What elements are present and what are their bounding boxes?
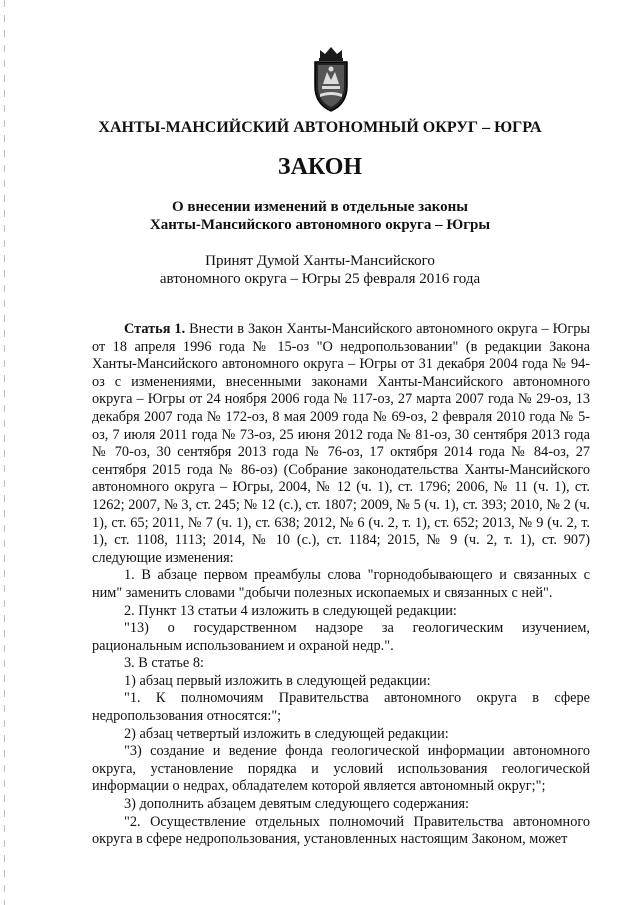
coat-of-arms-icon: [306, 44, 356, 114]
law-body: [92, 321, 590, 849]
document-type-title: ЗАКОН: [277, 154, 363, 180]
law-subject-line-1: О внесении изменений в отдельные законы: [172, 199, 468, 215]
law-subject: [0, 198, 640, 234]
body-paragraph: 1) абзац первый изложить в следующей редакции:: [124, 672, 431, 689]
body-paragraph: "3) создание и ведение фонда геологической информации автономного округа, установление порядка и условий использования геологической информации о недрах, обладателем которой является автономный округ;";: [92, 743, 590, 795]
body-paragraph: "1. К полномочиям Правительства автономного округа в сфере недропользования относятся:";: [92, 690, 590, 725]
adoption-note-line-2: автономного округа – Югры 25 февраля 2016 года: [159, 271, 481, 287]
body-paragraph: 1. В абзаце первом преамбулы слова "горнодобывающего и связанных с ним" заменить словами "добычи полезных ископаемых и связанных с ней".: [92, 567, 590, 601]
body-paragraph: 2) абзац четвертый изложить в следующей редакции:: [124, 725, 449, 742]
body-paragraph: 3) дополнить абзацем девятым следующего содержания:: [124, 796, 470, 813]
article-label: Статья 1.: [124, 321, 186, 337]
body-paragraph: "2. Осуществление отдельных полномочий Правительства автономного округа в сфере недропользования, установленных настоящим Законом, может: [92, 813, 590, 848]
body-paragraph: 3. В статье 8:: [124, 655, 204, 672]
article-1-paragraph: [92, 321, 590, 567]
body-paragraph: "13) о государственном надзоре за геологическим изучением, рациональным использованием и охраной недр.".: [92, 620, 590, 654]
body-paragraph: 2. Пункт 13 статьи 4 изложить в следующей редакции:: [124, 602, 457, 619]
region-title: ХАНТЫ-МАНСИЙСКИЙ АВТОНОМНЫЙ ОКРУГ – ЮГРА: [98, 119, 542, 136]
adoption-note-line-1: Принят Думой Ханты-Мансийского: [205, 253, 435, 269]
article-text: Внести в Закон Ханты-Мансийского автономного округа – Югры от 18 апреля 1996 года № 15-оз "О недропользовании" (в редакции Закона Ханты-Мансийского автономного округа – Югры от 31 декабря 2004 года № 94-оз с изменениями, внесенными законами Ханты-Мансийского автономного округа – Югры от 24 ноября 2006 года № 117-оз, 27 марта 2007 года № 29-оз, 13 декабря 2007 года № 172-оз, 8 мая 2009 года № 69-оз, 2 февраля 2010 года № 5-оз, 7 июля 2011 года № 73-оз, 25 июня 2012 года № 81-оз, 30 сентября 2013 года № 70-оз, 30 сентября 2013 года № 76-оз, 17 октября 2014 года № 84-оз, 27 сентября 2015 года № 86-оз) (Собрание законодательства Ханты-Мансийского автономного округа – Югры, 2004, № 12 (ч. 1), ст. 1796; 2006, № 11 (ч. 1), ст. 1262; 2007, № 3, ст. 245; № 12 (с.), ст. 1807; 2009, № 5 (ч. 1), ст. 393; 2010, № 2 (ч. 1), ст. 65; 2011, № 7 (ч. 1), ст. 638; 2012, № 6 (ч. 2, т. 1), ст. 652; 2013, № 9 (ч. 2, т. 1), ст. 1108, 1113; 2014, № 10 (с.), ст. 1184; 2015, № 9 (ч. 2, т. 1), ст. 907) следующие изменения:: [92, 321, 590, 566]
adoption-note: [0, 252, 640, 288]
law-subject-line-2: Ханты-Мансийского автономного округа – Югры: [149, 217, 491, 233]
